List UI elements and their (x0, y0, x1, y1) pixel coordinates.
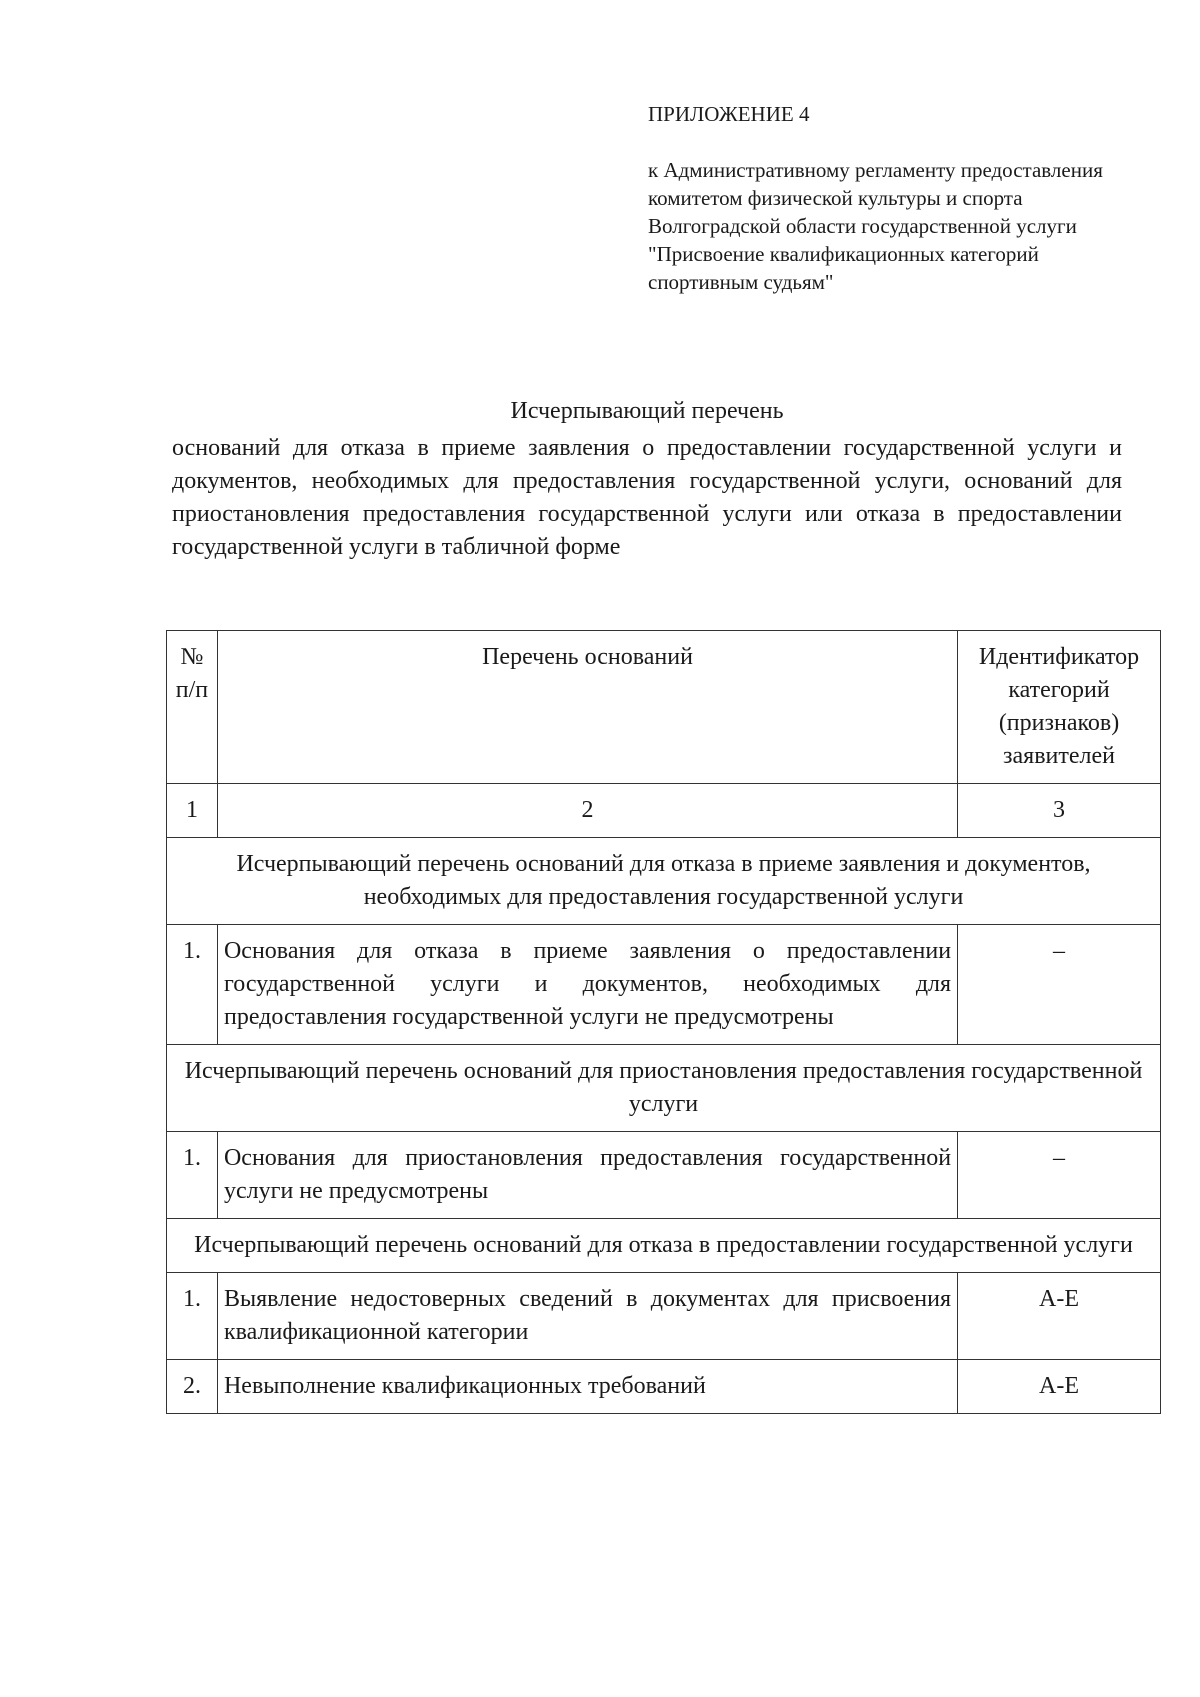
header-id: Идентификатор категорий (признаков) заявителей (958, 631, 1161, 784)
row-text: Невыполнение квалификационных требований (217, 1360, 957, 1414)
row-code: – (958, 1132, 1161, 1219)
row-number: 1. (167, 1273, 218, 1360)
table-row (167, 1360, 1161, 1414)
table-row (167, 1132, 1161, 1219)
table-row (167, 925, 1161, 1045)
appendix-title: ПРИЛОЖЕНИЕ 4 (648, 102, 810, 126)
table-row (167, 1273, 1161, 1360)
document-subtitle: оснований для отказа в приеме заявления о предоставлении государственной услуги и документов, необходимых для предоставления государственной услуги, оснований для приостановления предоставления государственной услуги или отказа в предоставлении государственной услуги в табличной форме (172, 435, 1122, 560)
row-number: 1. (167, 1132, 218, 1219)
table-header-row (167, 631, 1161, 784)
appendix-text: к Административному регламенту предоставления комитетом физической культуры и спорта Волгоградской области государственной услуги "Присвоение квалификационных категорий спортивным судьям" (648, 158, 1103, 294)
header-num: № п/п (167, 631, 218, 784)
row-code: А-Е (958, 1273, 1161, 1360)
row-code: А-Е (958, 1360, 1161, 1414)
row-text: Основания для отказа в приеме заявления о предоставлении государственной услуги и документов, необходимых для предоставления государственной услуги не предусмотрены (217, 925, 957, 1045)
section-title: Исчерпывающий перечень оснований для приостановления предоставления государственной услуги (167, 1045, 1161, 1132)
section-title: Исчерпывающий перечень оснований для отказа в приеме заявления и документов, необходимых для предоставления государственной услуги (167, 838, 1161, 925)
header-list: Перечень оснований (217, 631, 957, 784)
section-header-row (167, 1045, 1161, 1132)
column-number: 2 (217, 784, 957, 838)
column-number-row (167, 784, 1161, 838)
appendix-block (648, 100, 1118, 296)
column-number: 3 (958, 784, 1161, 838)
document-title: Исчерпывающий перечень (510, 398, 784, 424)
row-number: 2. (167, 1360, 218, 1414)
section-header-row (167, 1219, 1161, 1273)
row-number: 1. (167, 925, 218, 1045)
column-number: 1 (167, 784, 218, 838)
row-text: Основания для приостановления предоставления государственной услуги не предусмотрены (217, 1132, 957, 1219)
row-text: Выявление недостоверных сведений в документах для присвоения квалификационной категории (217, 1273, 957, 1360)
section-header-row (167, 838, 1161, 925)
grounds-table (166, 630, 1161, 1414)
row-code: – (958, 925, 1161, 1045)
section-title: Исчерпывающий перечень оснований для отказа в предоставлении государственной услуги (167, 1219, 1161, 1273)
